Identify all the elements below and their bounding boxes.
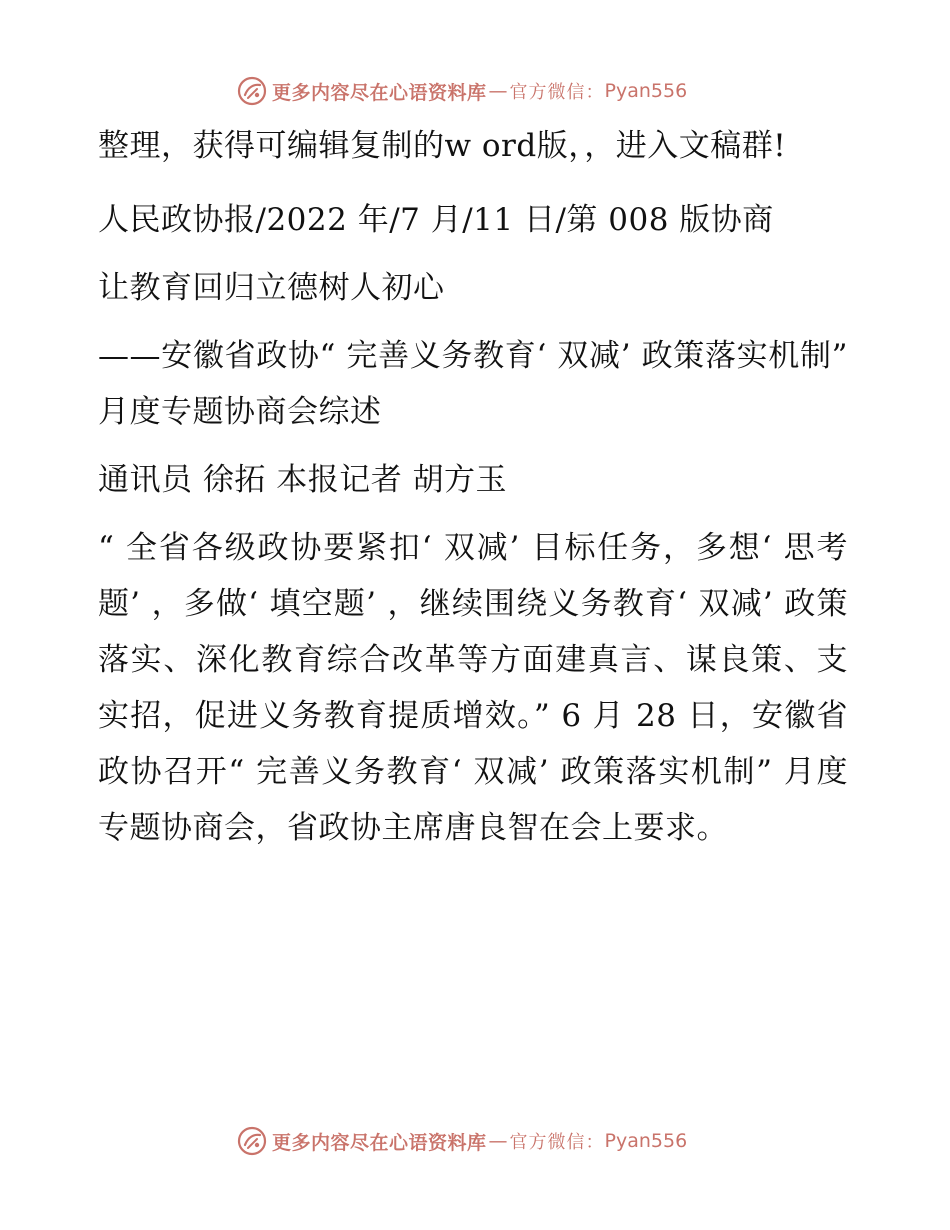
footer-watermark [236,1124,687,1158]
watermark-library-text: 更多内容尽在心语资料库 [272,1131,487,1154]
watermark-separator: — [488,1130,508,1152]
watermark-handle: Pyan556 [604,1130,688,1152]
seal-logo-icon [236,1125,268,1157]
source-line: 人民政协报/2022 年/7 月/11 日/第 008 版协商 [98,202,774,238]
body-paragraph: “ 全省各级政协要紧扣‘ 双减’ 目标任务，多想‘ 思考题’ ，多做‘ 填空题’ ，继续围绕义务教育‘ 双减’ 政策落实、深化教育综合改革等方面建真言、谋良策、支实招，促进义务教育提质增效。” 6 月 28 日，安徽省政协召开“ 完善义务教育‘ 双减’ 政策落实机制” 月度专题协商会，省政协主席唐良智在会上要求。 [98,530,848,846]
byline: 通讯员 徐拓 本报记者 胡方玉 [98,462,508,498]
watermark-separator: — [488,80,508,102]
article-title: 让教育回归立德树人初心 [98,270,445,306]
header-watermark [236,74,687,108]
article-subtitle: ——安徽省政协“ 完善义务教育‘ 双减’ 政策落实机制” 月度专题协商会综述 [98,338,848,430]
watermark-handle: Pyan556 [604,80,688,102]
watermark-official-text: 官方微信： [509,82,605,103]
seal-logo-icon [236,75,268,107]
watermark-library-text: 更多内容尽在心语资料库 [272,81,487,104]
watermark-official-text: 官方微信： [509,1132,605,1153]
intro-paragraph: 整理，获得可编辑复制的w ord版，，进入文稿群! [98,128,787,164]
document-body [98,118,848,856]
